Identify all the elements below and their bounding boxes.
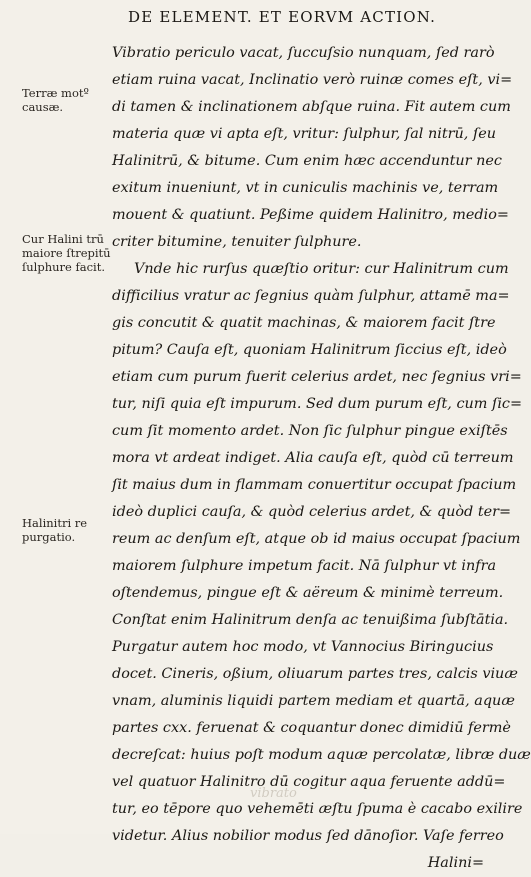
text-line: partes cxx. feruenat & coquantur donec dimidiū fermè — [112, 720, 511, 736]
running-head: DE ELEMENT. ET EORVM ACTION. — [128, 8, 437, 26]
text-line: vnam, aluminis liquidi partem mediam et quartā, aquæ — [112, 693, 515, 709]
text-line: Conſtat enim Halinitrum denſa ac tenuißima ſubſtātia. — [112, 612, 509, 628]
margin-note-earthquake-causes: Terræ motº causæ. — [22, 86, 89, 114]
text-line: materia quæ vi apta eſt, vritur: ſulphur, ſal nitrū, ſeu — [112, 126, 497, 142]
text-line: Vibratio periculo vacat, ſuccuſsio nunquam, ſed rarò — [112, 45, 495, 61]
body-text — [112, 40, 531, 877]
text-line: mora vt ardeat indiget. Alia cauſa eſt, quòd cū terreum — [112, 450, 514, 466]
text-line: pitum? Cauſa eſt, quoniam Halinitrum ſiccius eſt, ideò — [112, 342, 507, 358]
text-line: reum ac denſum eſt, atque ob id maius occupat ſpacium — [112, 531, 521, 547]
text-line: vel quatuor Halinitro dū cogitur aqua feruente addū= — [112, 774, 506, 790]
text-line: di tamen & inclinationem abſque ruina. Fit autem cum — [112, 99, 511, 115]
text-line: etiam cum purum fuerit celerius ardet, nec ſegnius vri= — [112, 369, 522, 385]
text-line: mouent & quatiunt. Peßime quidem Halinitro, medio= — [112, 207, 509, 223]
text-line: decreſcat: huius poſt modum aquæ percolatæ, libræ duæ — [112, 747, 531, 763]
text-line: etiam ruina vacat, Inclinatio verò ruinæ comes eſt, vi= — [112, 72, 513, 88]
catchword: Halini= — [427, 855, 484, 871]
text-line: ſit maius dum in flammam conuertitur occupat ſpacium — [112, 477, 517, 493]
text-line: ideò duplici cauſa, & quòd celerius ardet, & quòd ter= — [112, 504, 512, 520]
text-line: Vnde hic rurſus quæſtio oritur: cur Halinitrum cum — [134, 261, 509, 277]
text-line: difficilius vratur ac ſegnius quàm ſulphur, attamē ma= — [112, 288, 510, 304]
text-line: Purgatur autem hoc modo, vt Vannocius Biringucius — [112, 639, 494, 655]
bleed-through-text: vibrato — [250, 786, 297, 801]
margin-note-halinitrum-purification: Halinitri re purgatio. — [22, 516, 88, 544]
text-line: cum ſit momento ardet. Non ſic ſulphur pingue exiſtēs — [112, 423, 508, 439]
text-line: videtur. Alius nobilior modus ſed dānoſior. Vaſe ferreo — [112, 828, 504, 844]
text-line: maiorem ſulphure impetum facit. Nā ſulphur vt infra — [112, 558, 497, 574]
text-line: docet. Cineris, oßium, oliuarum partes tres, calcis viuæ — [112, 666, 518, 682]
text-line: tur, niſi quia eſt impurum. Sed dum purum eſt, cum ſic= — [112, 396, 523, 412]
text-line: oſtendemus, pingue eſt & aëreum & minimè terreum. — [112, 585, 504, 601]
text-line: tur, eo tēpore quo vehemēti æſtu ſpuma è cacabo exilire — [112, 801, 523, 817]
text-line: criter bitumine, tenuiter ſulphure. — [112, 234, 362, 250]
text-line: Halinitrū, & bitume. Cum enim hæc accenduntur nec — [112, 153, 502, 169]
text-line: exitum inueniunt, vt in cuniculis machinis ve, terram — [112, 180, 499, 196]
text-line: gis concutit & quatit machinas, & maiorem facit ſtre — [112, 315, 496, 331]
margin-note-halinitrum-noise: Cur Halini trū maiore ſtrepitū ſulphure facit. — [22, 232, 111, 274]
